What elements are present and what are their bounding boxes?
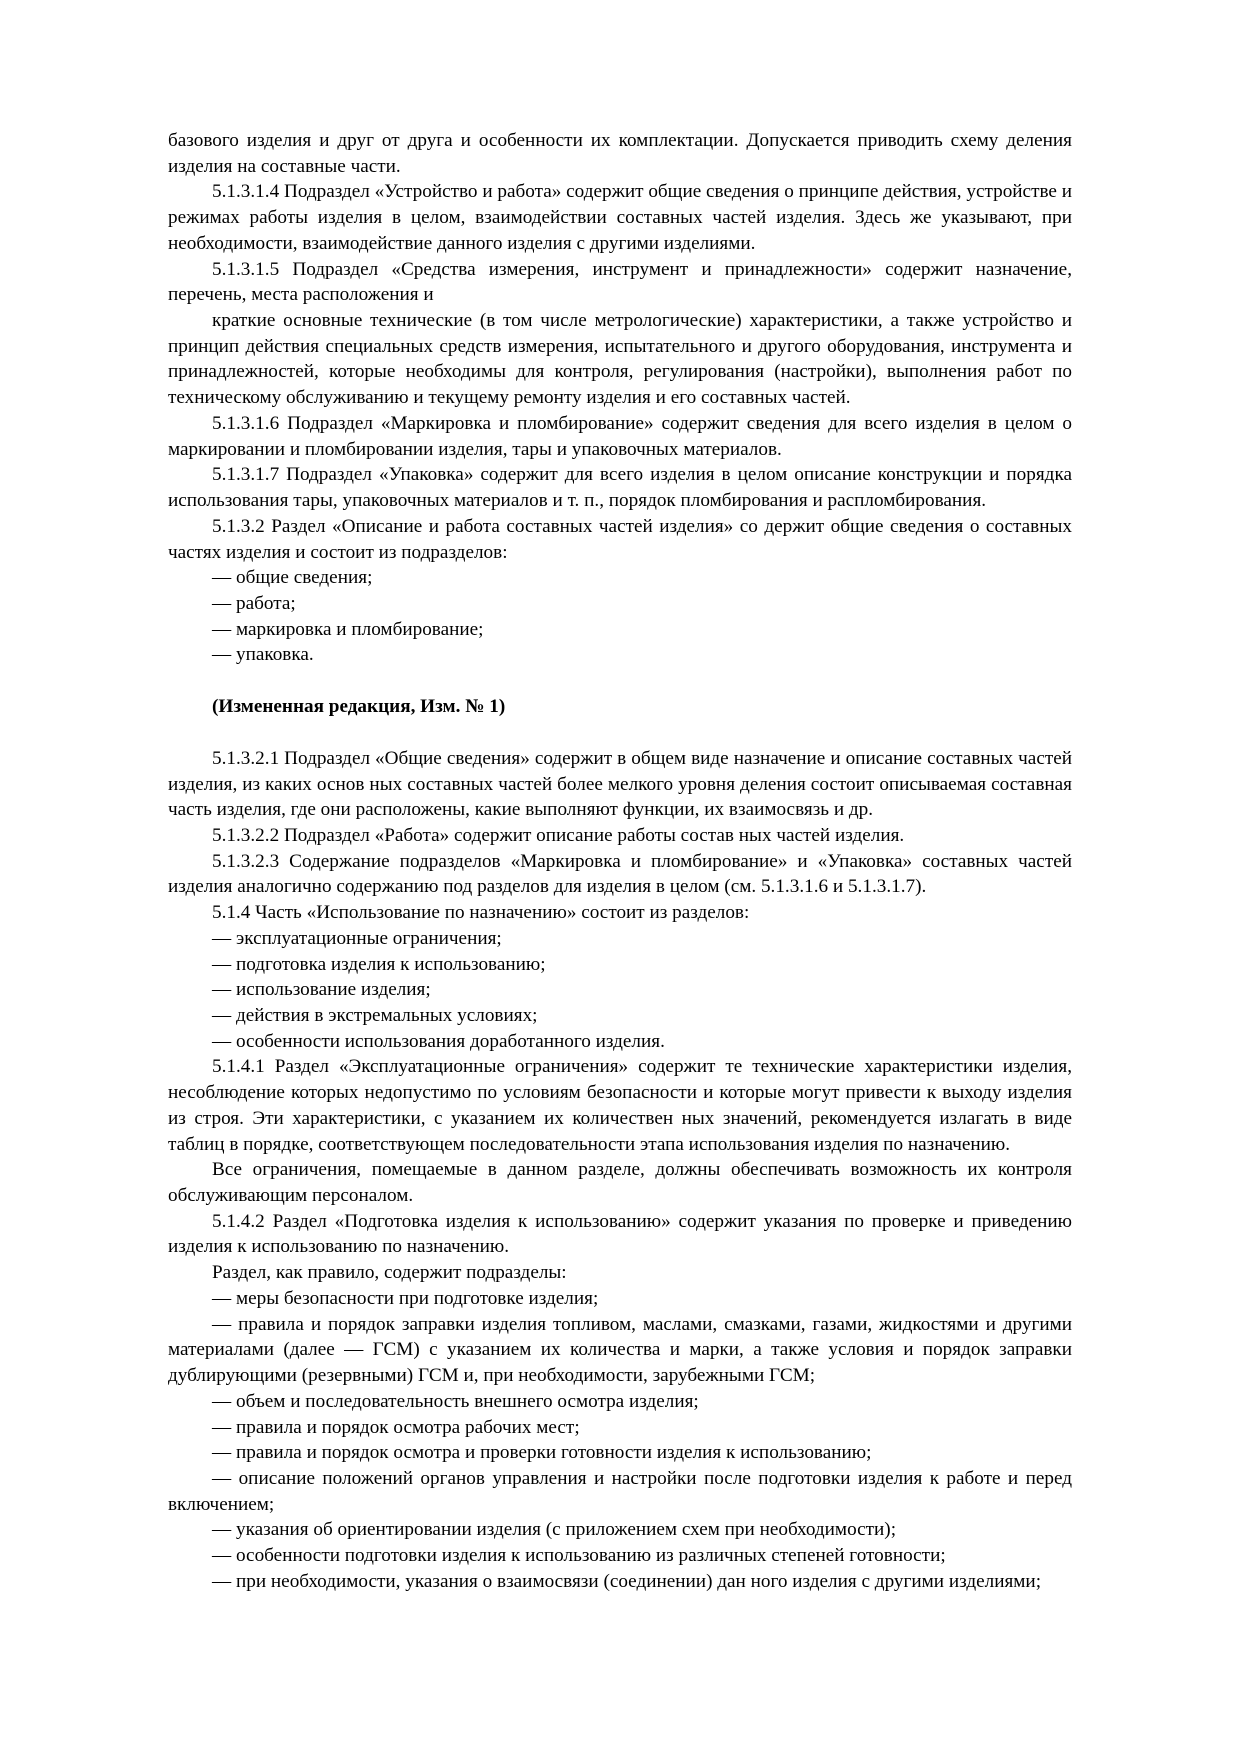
list-item: — действия в экстремальных условиях; — [212, 1005, 538, 1026]
list-item: — меры безопасности при подготовке изделия; — [212, 1287, 599, 1309]
paragraph-all-limitations: Все ограничения, помещаемые в данном разделе, должны обеспечивать возможность их контроля обслуживающим персоналом. — [168, 1159, 1072, 1207]
paragraph-5-1-3-1-4: 5.1.3.1.4 Подраздел «Устройство и работа» содержит общие сведения о принципе действия, устройстве и режимах работы изделия в целом, взаимодействии составных частей изделия. Здесь же указывают, при необходимости, взаимодействие данного изделия с другими изделиями. — [168, 181, 1072, 254]
list-item: — правила и порядок заправки изделия топливом, маслами, смазками, газами, жидкостями и другими материалами (далее — ГСМ) с указанием их количества и марки, а также условия и порядок заправки дублирующими (резервными) ГСМ и, при необходимости, зарубежными ГСМ; — [168, 1313, 1072, 1387]
paragraph-5-1-3-2-1: 5.1.3.2.1 Подраздел «Общие сведения» содержит в общем виде назначение и описание составных частей изделия, из каких основ ных составных частей более мелкого уровня деления состоит описываемая составная часть изделия, где они расположены, какие выполняют функции, их взаимосвязь и др. — [168, 747, 1072, 821]
list-item: — работа; — [212, 592, 296, 614]
document-body — [168, 128, 1072, 1595]
list-item: — при необходимости, указания о взаимосвязи (соединении) дан ного изделия с другими изделиями; — [212, 1570, 1042, 1592]
paragraph-5-1-3-2: 5.1.3.2 Раздел «Описание и работа составных частей изделия» со держит общие сведения о составных частях изделия и состоит из подразделов: — [168, 515, 1072, 563]
list-item: — маркировка и пломбирование; — [212, 618, 484, 640]
list-item: — особенности подготовки изделия к использованию из различных степеней готовности; — [212, 1545, 946, 1567]
paragraph-5-1-4-2: 5.1.4.2 Раздел «Подготовка изделия к использованию» содержит указания по проверке и приведению изделия к использованию по назначению. — [168, 1210, 1072, 1258]
list-item: — упаковка. — [212, 644, 314, 666]
list-item: — подготовка изделия к использованию; — [212, 953, 546, 975]
list-item: — правила и порядок осмотра рабочих мест; — [212, 1416, 580, 1438]
paragraph-intro: базового изделия и друг от друга и особенности их комплектации. Допускается приводить схему деления изделия на составные части. — [168, 130, 1072, 177]
paragraph-5-1-3-1-5-continuation: краткие основные технические (в том числе метрологические) характеристики, а также устройство и принцип действия специальных средств измерения, испытательного и другого оборудования, инструмента и принадлежностей, которые необходимы для контроля, регулирования (настройки), выполнения работ по техническому обслуживанию и текущему ремонту изделия и его составных частей. — [168, 310, 1072, 409]
paragraph-5-1-4-1: 5.1.4.1 Раздел «Эксплуатационные ограничения» содержит те технические характеристики изделия, несоблюдение которых недопустимо по условиям безопасности и которые могут привести к выходу изделия из строя. Эти характеристики, с указанием их количествен ных значений, рекомендуется излагать в виде таблиц в порядке, соответствующем последовательности этапа использования изделия по назначению. — [168, 1056, 1072, 1155]
paragraph-section-rule: Раздел, как правило, содержит подразделы: — [212, 1262, 567, 1284]
list-item: — эксплуатационные ограничения; — [212, 927, 502, 949]
list-item: — общие сведения; — [212, 567, 373, 589]
paragraph-5-1-3-1-5: 5.1.3.1.5 Подраздел «Средства измерения, инструмент и принадлежности» содержит назначение, перечень, места расположения и — [168, 258, 1072, 306]
list-item: — объем и последовательность внешнего осмотра изделия; — [212, 1390, 699, 1412]
paragraph-5-1-3-1-7: 5.1.3.1.7 Подраздел «Упаковка» содержит для всего изделия в целом описание конструкции и порядка использования тары, упаковочных материалов и т. п., порядок пломбирования и распломбирования. — [168, 464, 1072, 512]
list-item: — описание положений органов управления и настройки после подготовки изделия к работе и перед включением; — [168, 1467, 1072, 1515]
list-item: — указания об ориентировании изделия (с приложением схем при необходимости); — [212, 1519, 897, 1541]
paragraph-5-1-4: 5.1.4 Часть «Использование по назначению» состоит из разделов: — [212, 902, 750, 924]
list-item: — использование изделия; — [212, 979, 431, 1001]
list-item: — правила и порядок осмотра и проверки готовности изделия к использованию; — [212, 1442, 872, 1464]
paragraph-5-1-3-2-3: 5.1.3.2.3 Содержание подразделов «Маркировка и пломбирование» и «Упаковка» составных частей изделия аналогично содержанию под разделов для изделия в целом (см. 5.1.3.1.6 и 5.1.3.1.7). — [168, 850, 1072, 898]
paragraph-5-1-3-1-6: 5.1.3.1.6 Подраздел «Маркировка и пломбирование» содержит сведения для всего изделия в целом о маркировании и пломбировании изделия, тары и упаковочных материалов. — [168, 412, 1072, 460]
list-item: — особенности использования доработанного изделия. — [212, 1030, 665, 1052]
revision-note: (Измененная редакция, Изм. № 1) — [212, 696, 506, 718]
paragraph-5-1-3-2-2: 5.1.3.2.2 Подраздел «Работа» содержит описание работы состав ных частей изделия. — [212, 824, 905, 846]
